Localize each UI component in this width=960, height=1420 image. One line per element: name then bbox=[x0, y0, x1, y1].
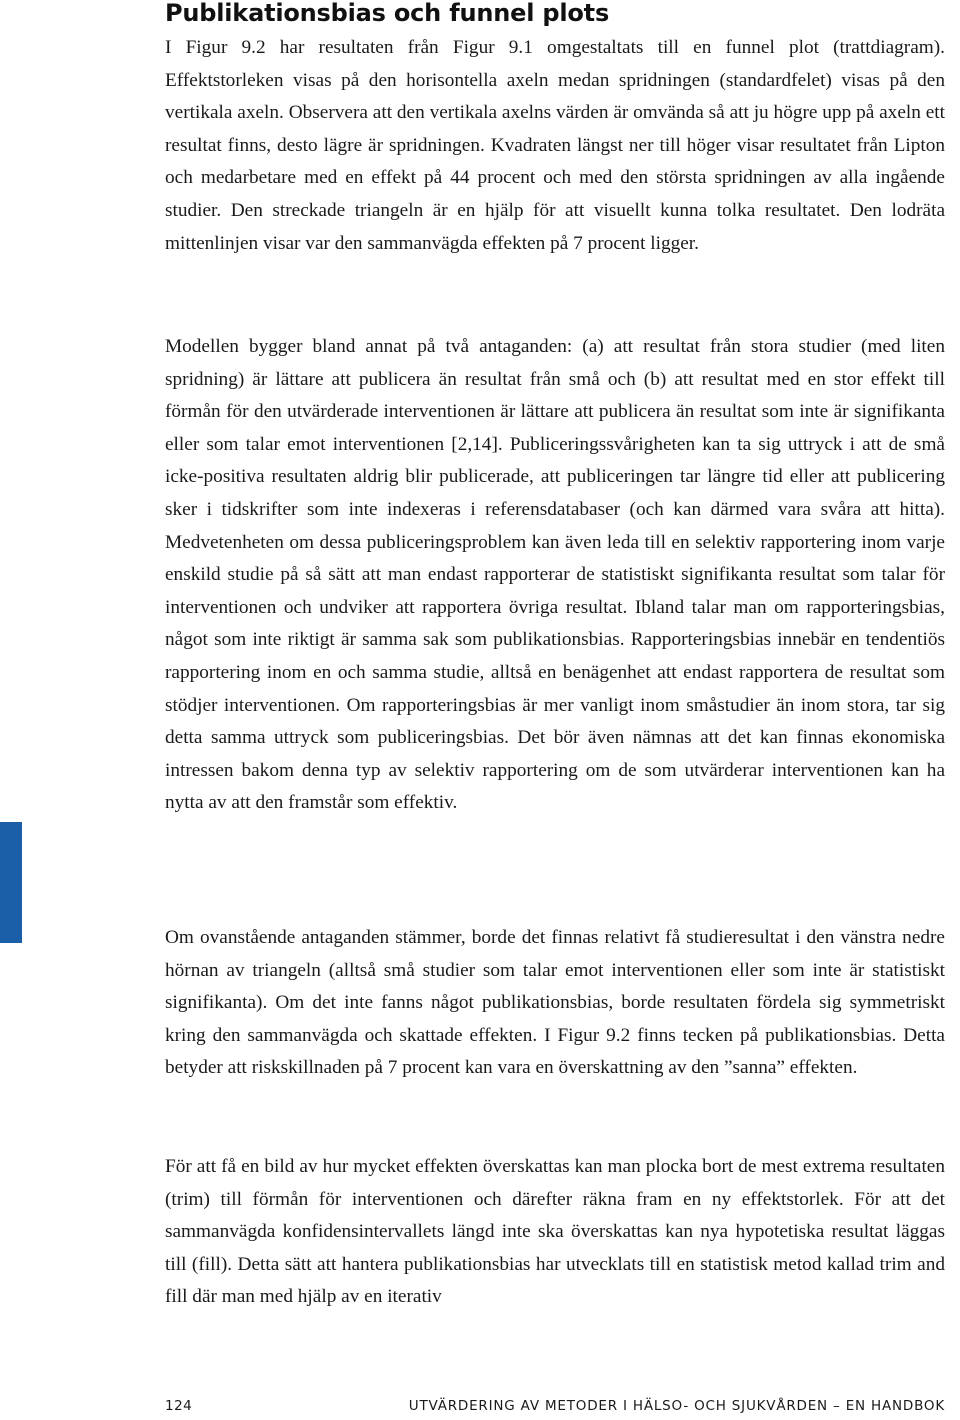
chapter-marker-bar bbox=[0, 822, 22, 943]
paragraph-2: Modellen bygger bland annat på två antaganden: (a) att resultat från stora studier (med liten spridning) är lättare att publicera än resultat från små och (b) att resultat med en stor effekt till förmån för den utvärderade interventionen är lättare att publicera än resultat som inte är signifikanta eller som talar emot interventionen [2,14]. Publiceringssvårigheten kan ta sig uttryck i att de små icke-positiva resultaten aldrig blir publicerade, att publiceringen tar längre tid eller att publicering sker i tidskrifter som inte indexeras i referensdatabaser (och kan därmed vara svåra att hitta). Medvetenheten om dessa publiceringsproblem kan även leda till en selektiv rapportering inom varje enskild studie på så sätt att man endast rapporterar de statistiskt signifikanta resultat som talar för interventionen och undviker att rapportera övriga resultat. Ibland talar man om rapporteringsbias, något som inte riktigt är samma sak som publikationsbias. Rapporteringsbias innebär en tendentiös rapportering inom en och samma studie, alltså en benägenhet att endast rapportera de resultat som stödjer interventionen. Om rapporteringsbias är mer vanligt inom småstudier än inom stora, tar sig detta samma uttryck som publiceringsbias. Det bör även nämnas att det kan finnas ekonomiska intressen bakom denna typ av selektiv rapportering om de som utvärderar interventionen kan ha nytta av att den framstår som effektiv. bbox=[165, 336, 945, 814]
page-number: 124 bbox=[165, 1398, 193, 1414]
page-footer bbox=[165, 1398, 945, 1418]
section-heading: Publikationsbias och funnel plots bbox=[165, 0, 610, 27]
running-title: UTVÄRDERING AV METODER I HÄLSO- OCH SJUKVÅRDEN – EN HANDBOK bbox=[408, 1398, 945, 1414]
paragraph-1: I Figur 9.2 har resultaten från Figur 9.1 omgestaltats till en funnel plot (trattdiagram). Effektstorleken visas på den horisontella axeln medan spridningen (standardfelet) visas på den vertikala axeln. Observera att den vertikala axelns värden är omvända så att ju högre upp på axeln ett resultat finns, desto lägre är spridningen. Kvadraten längst ner till höger visar resultatet från Lipton och medarbetare med en effekt på 44 procent och med den största spridningen av alla ingående studier. Den streckade triangeln är en hjälp för att visuellt kunna tolka resultatet. Den lodräta mittenlinjen visar var den sammanvägda effekten på 7 procent ligger. bbox=[165, 37, 945, 254]
paragraph-3: Om ovanstående antaganden stämmer, borde det finnas relativt få studieresultat i den vänstra nedre hörnan av triangeln (alltså små studier som talar emot interventionen eller som inte är statistiskt signifikanta). Om det inte fanns något publikationsbias, borde resultaten fördela sig symmetriskt kring den sammanvägda och skattade effekten. I Figur 9.2 finns tecken på publikationsbias. Detta betyder att riskskillnaden på 7 procent kan vara en överskattning av den ”sanna” effekten. bbox=[165, 927, 945, 1079]
paragraph-4: För att få en bild av hur mycket effekten överskattas kan man plocka bort de mest extrema resultaten (trim) till förmån för interventionen och därefter räkna fram en ny effektstorlek. För att det sammanvägda konfidensintervallets längd inte ska överskattas kan nya hypotetiska resultat läggas till (fill). Detta sätt att hantera publikationsbias har utvecklats till en statistisk metod kallad trim and fill där man med hjälp av en iterativ bbox=[165, 1156, 945, 1308]
